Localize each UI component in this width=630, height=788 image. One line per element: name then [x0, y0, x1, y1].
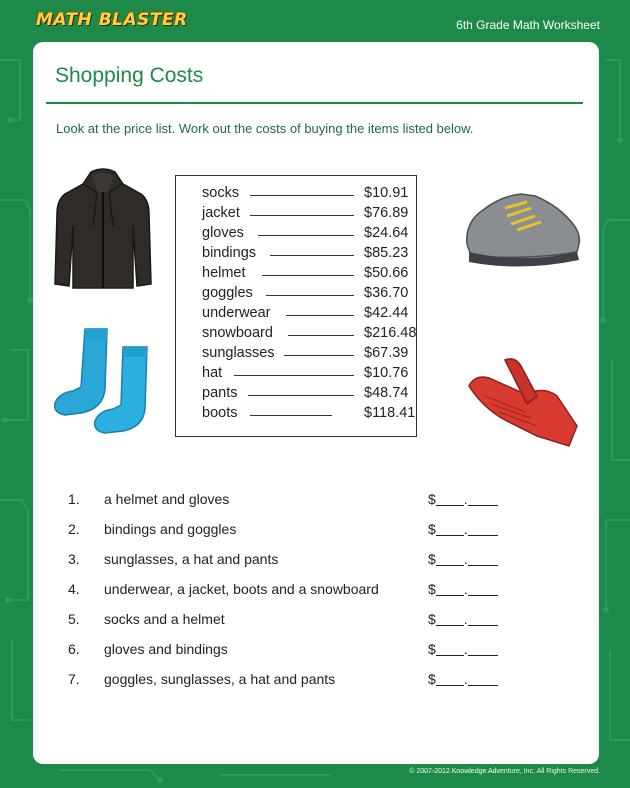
price-row — [202, 345, 416, 365]
price-value: $67.39 — [364, 345, 409, 361]
question-row — [68, 611, 548, 631]
leader-line — [270, 255, 354, 256]
price-item-name: snowboard — [202, 325, 273, 341]
question-row — [68, 581, 548, 601]
decimal-point: . — [463, 521, 468, 537]
cents-blank[interactable] — [468, 565, 498, 566]
dollar-sign: $ — [428, 581, 436, 597]
dollars-blank[interactable] — [436, 595, 464, 596]
question-number: 6. — [68, 641, 80, 657]
price-value: $48.74 — [364, 385, 409, 401]
question-row — [68, 671, 548, 691]
cents-blank[interactable] — [468, 685, 498, 686]
decimal-point: . — [463, 581, 468, 597]
dollars-blank[interactable] — [436, 505, 464, 506]
leader-line — [266, 295, 354, 296]
decimal-point: . — [463, 491, 468, 507]
cents-blank[interactable] — [468, 535, 498, 536]
decimal-point: . — [463, 671, 468, 687]
price-row — [202, 285, 416, 305]
answer-blank[interactable] — [428, 521, 498, 537]
instructions-text: Look at the price list. Work out the costs of buying the items listed below. — [56, 121, 474, 136]
gloves-icon — [465, 356, 583, 452]
leader-line — [250, 415, 332, 416]
shoe-icon — [461, 182, 585, 268]
question-text: underwear, a jacket, boots and a snowboard — [104, 581, 379, 597]
answer-blank[interactable] — [428, 611, 498, 627]
price-row — [202, 405, 416, 425]
price-item-name: boots — [202, 405, 238, 421]
dollar-sign: $ — [428, 551, 436, 567]
question-row — [68, 491, 548, 511]
leader-line — [288, 335, 354, 336]
price-value: $118.41 — [364, 405, 416, 421]
decimal-point: . — [463, 611, 468, 627]
price-item-name: gloves — [202, 225, 244, 241]
dollars-blank[interactable] — [436, 535, 464, 536]
cents-blank[interactable] — [468, 595, 498, 596]
answer-blank[interactable] — [428, 671, 498, 687]
leader-line — [248, 395, 354, 396]
answer-blank[interactable] — [428, 581, 498, 597]
worksheet-panel — [33, 42, 599, 764]
decimal-point: . — [463, 551, 468, 567]
price-item-name: pants — [202, 385, 238, 401]
price-item-name: underwear — [202, 305, 271, 321]
question-number: 3. — [68, 551, 80, 567]
price-value: $42.44 — [364, 305, 409, 321]
socks-icon — [51, 325, 159, 437]
leader-line — [258, 235, 354, 236]
price-row — [202, 225, 416, 245]
dollar-sign: $ — [428, 641, 436, 657]
price-value: $85.23 — [364, 245, 409, 261]
grade-label: 6th Grade Math Worksheet — [456, 18, 600, 32]
question-number: 7. — [68, 671, 80, 687]
question-text: sunglasses, a hat and pants — [104, 551, 279, 567]
dollar-sign: $ — [428, 491, 436, 507]
price-item-name: jacket — [202, 205, 240, 221]
price-item-name: sunglasses — [202, 345, 275, 361]
price-item-name: hat — [202, 365, 223, 381]
copyright-notice: © 2007-2012 Knowledge Adventure, Inc. All Rights Reserved. — [409, 768, 600, 775]
price-item-name: socks — [202, 185, 240, 201]
leader-line — [234, 375, 354, 376]
leader-line — [262, 275, 354, 276]
question-row — [68, 521, 548, 541]
answer-blank[interactable] — [428, 491, 498, 507]
cents-blank[interactable] — [468, 655, 498, 656]
math-blaster-logo[interactable]: MATH BLASTER — [36, 10, 188, 30]
price-value: $216.48 — [364, 325, 417, 341]
price-row — [202, 385, 416, 405]
answer-blank[interactable] — [428, 641, 498, 657]
question-row — [68, 551, 548, 571]
price-row — [202, 325, 416, 345]
dollars-blank[interactable] — [436, 685, 464, 686]
price-value: $76.89 — [364, 205, 409, 221]
price-value: $10.76 — [364, 365, 409, 381]
price-value: $24.64 — [364, 225, 409, 241]
question-text: gloves and bindings — [104, 641, 228, 657]
price-row — [202, 185, 416, 205]
title-divider — [46, 102, 583, 104]
price-row — [202, 265, 416, 285]
question-number: 4. — [68, 581, 80, 597]
price-value: $50.66 — [364, 265, 409, 281]
dollar-sign: $ — [428, 611, 436, 627]
price-row — [202, 365, 416, 385]
jacket-icon — [53, 166, 153, 294]
question-number: 1. — [68, 491, 80, 507]
dollars-blank[interactable] — [436, 625, 464, 626]
leader-line — [286, 315, 354, 316]
question-text: goggles, sunglasses, a hat and pants — [104, 671, 336, 687]
price-item-name: helmet — [202, 265, 246, 281]
price-row — [202, 305, 416, 325]
price-value: $36.70 — [364, 285, 409, 301]
leader-line — [250, 195, 354, 196]
price-item-name: goggles — [202, 285, 253, 301]
question-number: 5. — [68, 611, 80, 627]
question-number: 2. — [68, 521, 80, 537]
decimal-point: . — [463, 641, 468, 657]
price-item-name: bindings — [202, 245, 257, 261]
dollars-blank[interactable] — [436, 565, 464, 566]
price-row — [202, 245, 416, 265]
price-row — [202, 205, 416, 225]
leader-line — [284, 355, 354, 356]
question-text: socks and a helmet — [104, 611, 225, 627]
dollars-blank[interactable] — [436, 655, 464, 656]
price-value: $10.91 — [364, 185, 409, 201]
answer-blank[interactable] — [428, 551, 498, 567]
leader-line — [250, 215, 354, 216]
question-row — [68, 641, 548, 661]
dollar-sign: $ — [428, 521, 436, 537]
dollar-sign: $ — [428, 671, 436, 687]
cents-blank[interactable] — [468, 505, 498, 506]
question-text: bindings and goggles — [104, 521, 237, 537]
page-title: Shopping Costs — [55, 64, 204, 87]
price-list — [175, 175, 417, 437]
question-text: a helmet and gloves — [104, 491, 230, 507]
cents-blank[interactable] — [468, 625, 498, 626]
